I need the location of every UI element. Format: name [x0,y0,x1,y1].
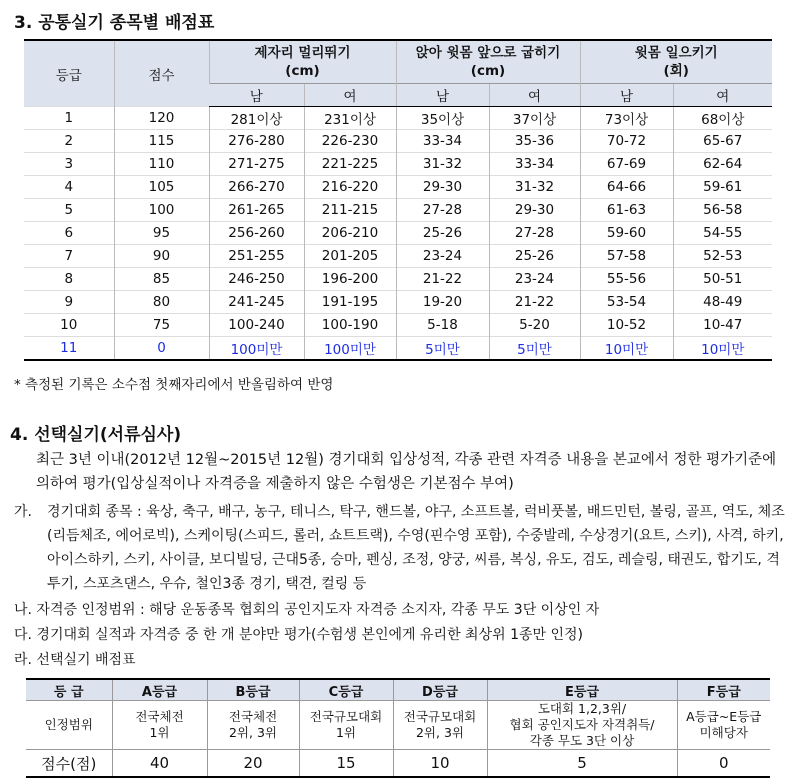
grade-header: 등 급 [26,679,112,701]
range-cell [487,701,677,750]
table-cell: 37이상 [489,107,580,130]
item-ra: 라. 선택실기 배점표 [14,652,136,668]
section3-title: 3. 공통실기 종목별 배점표 [14,13,215,33]
table-row [24,153,772,176]
table-cell: 23-24 [489,268,580,291]
score-cell: 10 [393,750,487,778]
table-cell: 10미만 [580,337,673,361]
range-line: 전국규모대회 [309,709,383,724]
range-line: A등급~E등급 [686,709,762,724]
table-cell: 31-32 [489,176,580,199]
table-cell: 67-69 [580,153,673,176]
header-situp-name: 윗몸 일으키기 [634,45,718,61]
table-cell: 201-205 [304,245,396,268]
table-cell: 54-55 [673,222,772,245]
table-cell: 33-34 [489,153,580,176]
table-cell: 11 [24,337,114,361]
table-cell: 1 [24,107,114,130]
table-cell: 7 [24,245,114,268]
table-row [24,199,772,222]
table-row [24,314,772,337]
table-cell: 5-20 [489,314,580,337]
table-cell: 3 [24,153,114,176]
table-cell: 59-61 [673,176,772,199]
header-grade: 등급 [24,40,114,107]
table-cell: 27-28 [489,222,580,245]
range-line: 2위, 3위 [415,725,464,740]
table-cell: 55-56 [580,268,673,291]
table-cell: 57-58 [580,245,673,268]
item-ga-label: 가. [14,504,32,520]
item-da: 다. 경기대회 실적과 자격증 중 한 개 분야만 평가(수험생 본인에게 유리한 최상위 1종만 인정) [14,627,583,643]
range-line: 1위 [149,725,170,740]
table-cell: 8 [24,268,114,291]
section4-title: 4. 선택실기(서류심사) [10,425,182,445]
table-cell: 241-245 [209,291,304,314]
table-row [24,107,772,130]
header-jump [209,40,396,84]
table-cell: 90 [114,245,209,268]
table-cell: 115 [114,130,209,153]
grade-cell: A등급 [112,679,207,701]
table-cell: 10미만 [673,337,772,361]
table-cell: 27-28 [396,199,489,222]
table-cell: 206-210 [304,222,396,245]
score-cell: 20 [207,750,299,778]
table-cell: 50-51 [673,268,772,291]
header-male: 남 [209,84,304,107]
range-line: 전국규모대회 [403,709,477,724]
table-cell: 33-34 [396,130,489,153]
range-cell [112,701,207,750]
table-cell: 25-26 [396,222,489,245]
table-row [24,268,772,291]
item-na: 나. 자격증 인정범위 : 해당 운동종목 협회의 공인지도자 자격증 소지자, 각종 무도 3단 이상인 자 [14,602,600,618]
table-cell: 53-54 [580,291,673,314]
header-sit [396,40,580,84]
table-row [24,245,772,268]
header-male: 남 [396,84,489,107]
table-cell: 5 [24,199,114,222]
range-cell [207,701,299,750]
header-situp-unit: (회) [663,63,689,79]
table-cell: 100-240 [209,314,304,337]
header-sit-unit: (cm) [470,63,506,79]
range-cell [393,701,487,750]
header-male: 남 [580,84,673,107]
table-cell: 56-58 [673,199,772,222]
table-cell: 276-280 [209,130,304,153]
table-cell: 271-275 [209,153,304,176]
table-cell: 246-250 [209,268,304,291]
table-cell: 100-190 [304,314,396,337]
table-cell: 196-200 [304,268,396,291]
table-cell: 62-64 [673,153,772,176]
table-cell: 6 [24,222,114,245]
table-cell: 2 [24,130,114,153]
item-ga: 경기대회 종목 : 육상, 축구, 배구, 농구, 테니스, 탁구, 핸드볼, 야구, 소프트볼, 럭비풋볼, 배드민턴, 볼링, 골프, 역도, 체조(리듬체조, 에어로빅), 스케이팅(스피드, 롤러, 쇼트트랙), 수영(핀수영 포함), 수중발레, 수상경기(요트, 스키), 사격, 하키, 아이스하키, 스키, 사이클, 보디빌딩, 근대5종, 승마, 펜싱, 조정, 양궁, 씨름, 복싱, 유도, 검도, 레슬링, 태권도, 합기도, 격투기, 스포츠댄스, 우슈, 철인3종 경기, 택견, 컬링 등 [47,504,785,592]
table-cell: 261-265 [209,199,304,222]
table-cell: 105 [114,176,209,199]
header-jump-name: 제자리 멀리뛰기 [254,45,351,61]
table-cell: 281이상 [209,107,304,130]
table-cell: 120 [114,107,209,130]
table-cell: 29-30 [396,176,489,199]
table-cell: 256-260 [209,222,304,245]
grade-cell: E등급 [487,679,677,701]
table-cell: 10-47 [673,314,772,337]
range-cell [677,701,770,750]
table-cell: 19-20 [396,291,489,314]
table-row [24,291,772,314]
range-line: 전국체전 [228,709,278,724]
table-cell: 110 [114,153,209,176]
table-cell: 9 [24,291,114,314]
table-cell: 226-230 [304,130,396,153]
table-cell: 52-53 [673,245,772,268]
range-cell [299,701,393,750]
header-female: 여 [673,84,772,107]
table-cell: 216-220 [304,176,396,199]
table-cell: 21-22 [396,268,489,291]
table-cell: 70-72 [580,130,673,153]
section4-intro: 최근 3년 이내(2012년 12월~2015년 12월) 경기대회 입상성적, 각종 관련 자격증 내용을 본교에서 정한 평가기준에 의하여 평가(입상실적이나 자격증을 제출하지 않은 수험생은 기본점수 부여) [36,452,777,492]
table-cell: 75 [114,314,209,337]
range-line: 전국체전 [135,709,184,724]
table-cell: 59-60 [580,222,673,245]
table-cell: 65-67 [673,130,772,153]
grade-cell: C등급 [299,679,393,701]
table-cell: 5-18 [396,314,489,337]
table-row [24,176,772,199]
table-cell: 266-270 [209,176,304,199]
range-line: 2위, 3위 [228,725,277,740]
range-line: 미해당자 [699,725,748,740]
table-cell: 73이상 [580,107,673,130]
table-cell: 80 [114,291,209,314]
table-cell: 35이상 [396,107,489,130]
header-jump-unit: (cm) [285,63,320,79]
table-cell: 64-66 [580,176,673,199]
table-cell: 35-36 [489,130,580,153]
table-cell: 211-215 [304,199,396,222]
score-cell: 5 [487,750,677,778]
score-cell: 15 [299,750,393,778]
table-cell: 10 [24,314,114,337]
table-cell: 31-32 [396,153,489,176]
range-line: 협회 공인지도자 자격취득/ [509,717,655,732]
header-score: 점수 [114,40,209,107]
table-cell: 5미만 [489,337,580,361]
header-female: 여 [489,84,580,107]
table-cell: 85 [114,268,209,291]
table-cell: 100미만 [209,337,304,361]
table-cell: 5미만 [396,337,489,361]
table-cell: 100 [114,199,209,222]
header-situp [580,40,772,84]
table-cell: 23-24 [396,245,489,268]
grade-cell: D등급 [393,679,487,701]
table-row [24,130,772,153]
header-sit-name: 앉아 윗몸 앞으로 굽히기 [415,45,561,61]
range-line: 도대회 1,2,3위/ [537,701,627,716]
table-row [24,222,772,245]
range-line: 1위 [335,725,357,740]
table-cell: 61-63 [580,199,673,222]
range-header: 인정범위 [44,717,93,732]
table-cell: 10-52 [580,314,673,337]
table-row [24,337,772,361]
table-cell: 21-22 [489,291,580,314]
table-cell: 231이상 [304,107,396,130]
table-cell: 68이상 [673,107,772,130]
table-cell: 25-26 [489,245,580,268]
selection-score-table [26,678,770,778]
table-cell: 191-195 [304,291,396,314]
table-cell: 0 [114,337,209,361]
range-line: 각종 무도 3단 이상 [529,733,635,748]
score-cell: 0 [677,750,770,778]
score-note: * 측정된 기록은 소수점 첫째자리에서 반올림하여 반영 [14,377,334,393]
table-cell: 29-30 [489,199,580,222]
table-cell: 100미만 [304,337,396,361]
table-cell: 95 [114,222,209,245]
table-cell: 4 [24,176,114,199]
grade-cell: B등급 [207,679,299,701]
table-cell: 48-49 [673,291,772,314]
score-header: 점수(점) [26,750,112,778]
grade-cell: F등급 [677,679,770,701]
score-cell: 40 [112,750,207,778]
table-cell: 221-225 [304,153,396,176]
table-cell: 251-255 [209,245,304,268]
score-table [24,39,772,361]
header-female: 여 [304,84,396,107]
